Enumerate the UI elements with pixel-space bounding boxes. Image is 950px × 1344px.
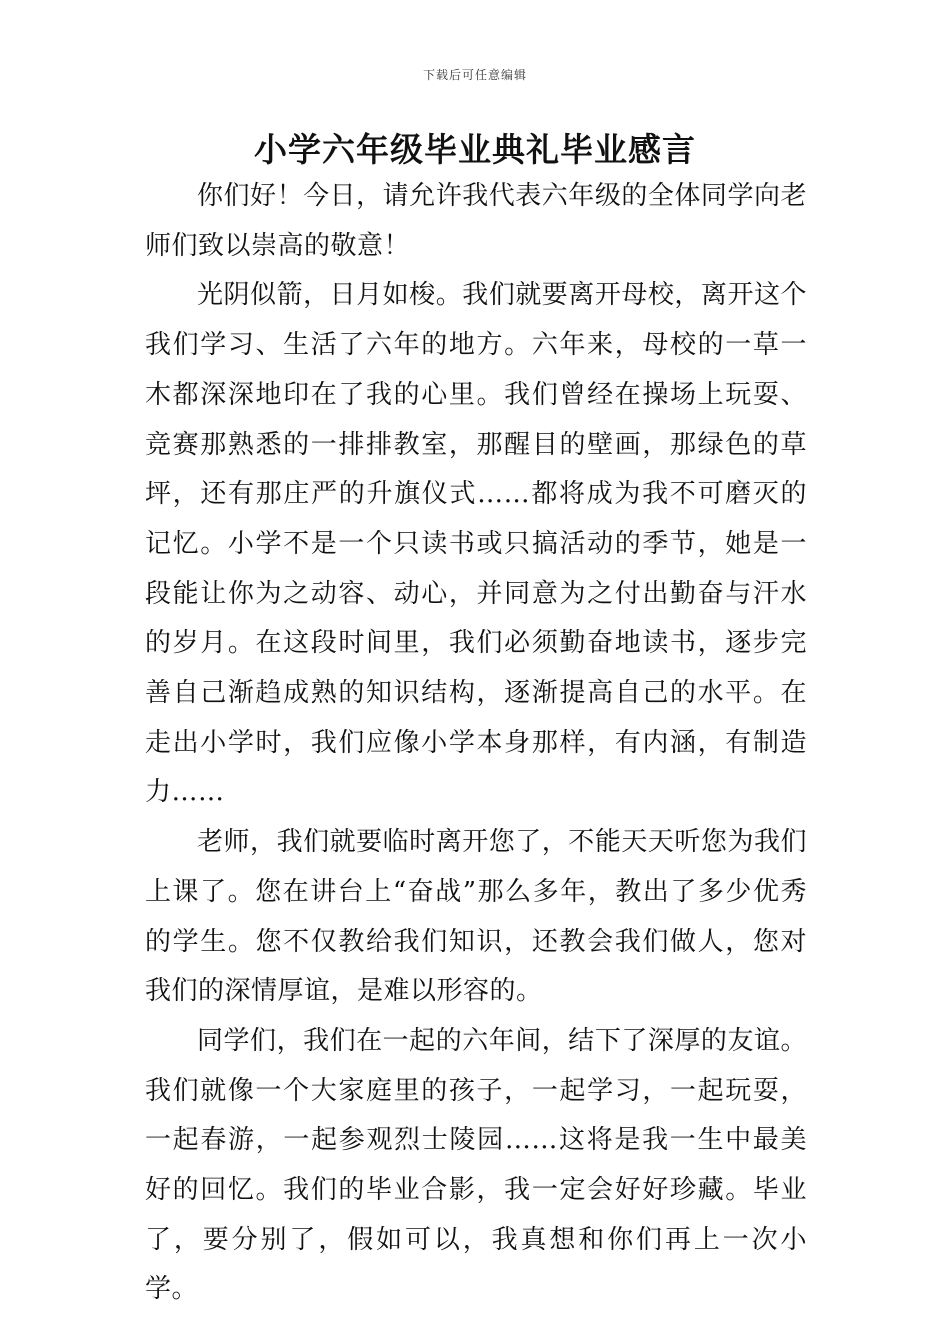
- paragraph-memories: 光阴似箭，日月如梭。我们就要离开母校，离开这个我们学习、生活了六年的地方。六年来，母校的一草一木都深深地印在了我的心里。我们曾经在操场上玩耍、竞赛那熟悉的一排排教室，那醒目的壁画，那绿色的草坪，还有那庄严的升旗仪式……都将成为我不可磨灭的记忆。小学不是一个只读书或只搞活动的季节，她是一段能让你为之动容、动心，并同意为之付出勤奋与汗水的岁月。在这段时间里，我们必须勤奋地读书，逐步完善自己渐趋成熟的知识结构，逐渐提高自己的水平。在走出小学时，我们应像小学本身那样，有内涵，有制造力……: [145, 280, 807, 808]
- document-body: [145, 172, 807, 1315]
- paragraph-classmates: 同学们，我们在一起的六年间，结下了深厚的友谊。我们就像一个大家庭里的孩子，一起学习，一起玩耍，一起春游，一起参观烈士陵园……这将是我一生中最美好的回忆。我们的毕业合影，我一定会好好珍藏。毕业了，要分别了，假如可以，我真想和你们再上一次小学。: [145, 1025, 807, 1305]
- document-title: 小学六年级毕业典礼毕业感言: [254, 130, 696, 169]
- paragraph-greeting: 你们好！今日，请允许我代表六年级的全体同学向老师们致以崇高的敬意！: [145, 181, 807, 261]
- header-note: 下载后可任意编辑: [422, 68, 527, 82]
- paragraph-teachers: 老师，我们就要临时离开您了，不能天天听您为我们上课了。您在讲台上“奋战”那么多年，教出了多少优秀的学生。您不仅教给我们知识，还教会我们做人，您对我们的深情厚谊，是难以形容的。: [145, 827, 807, 1007]
